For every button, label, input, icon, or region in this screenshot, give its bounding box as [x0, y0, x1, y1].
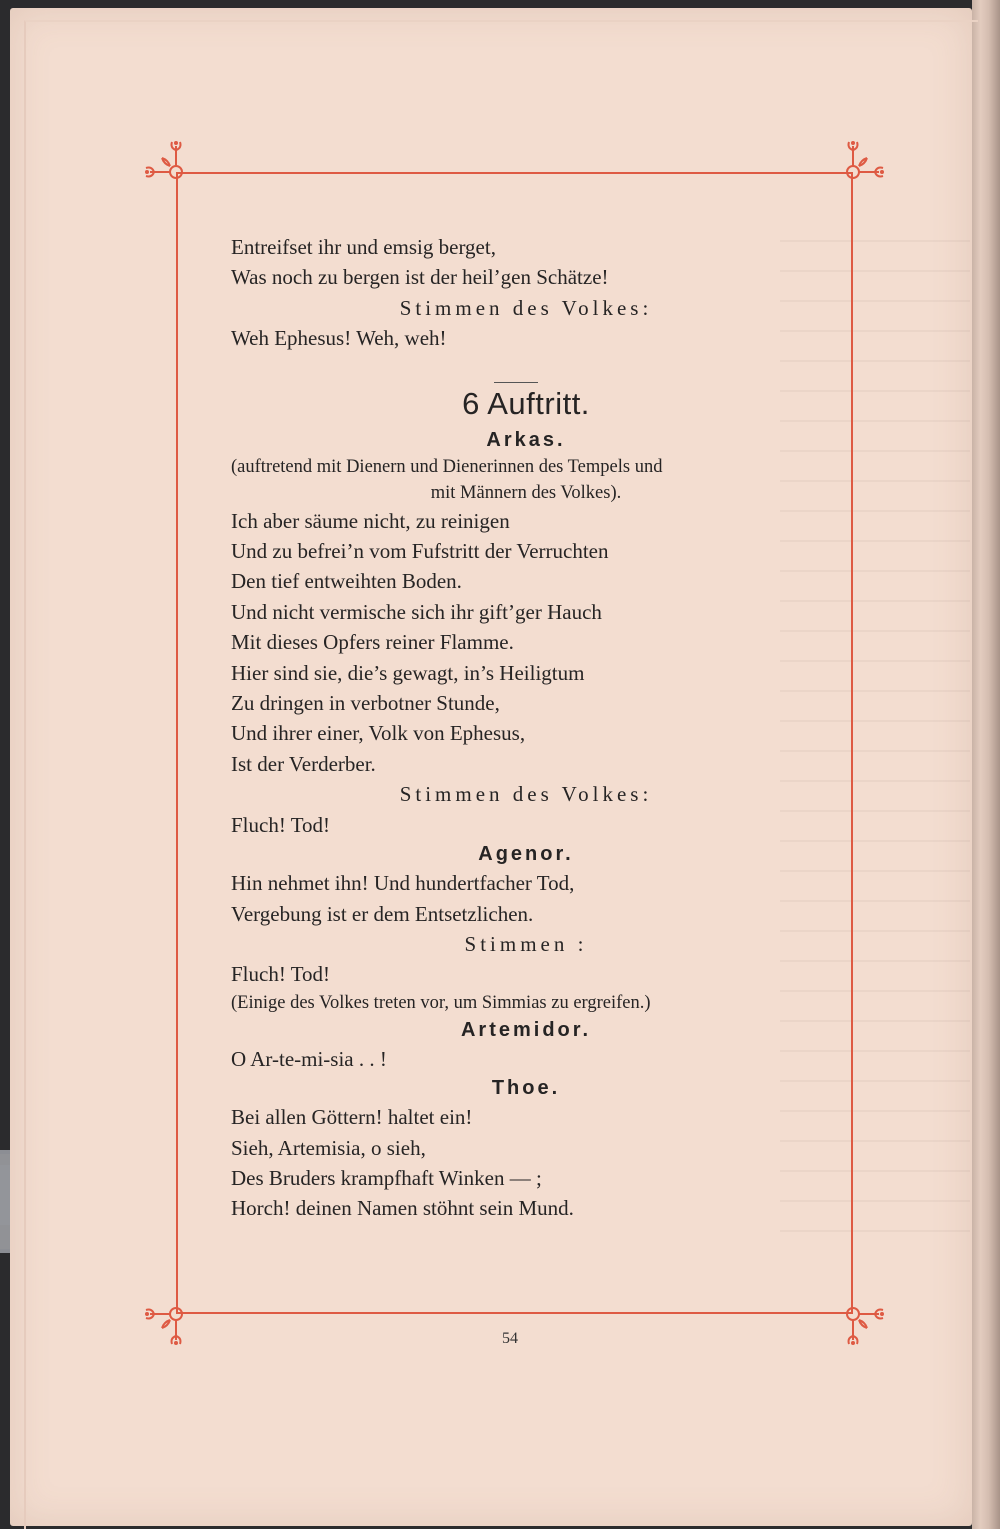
corner-ornament-top-left-icon	[144, 140, 208, 204]
verse-line: Den tief entweihten Boden.	[231, 569, 462, 594]
scene-heading: 6 Auftritt.	[462, 385, 590, 421]
stage-direction: (Einige des Volkes treten vor, um Simmias zu ergreifen.)	[231, 992, 651, 1013]
speaker-name: Artemidor.	[460, 1018, 592, 1041]
verse-line: Fluch! Tod!	[231, 812, 331, 837]
verse-line: Ich aber säume nicht, zu reinigen	[231, 508, 510, 533]
verse-line: Horch! deinen Namen stöhnt sein Mund.	[231, 1196, 574, 1221]
verse-line: Des Bruders krampfhaft Winken — ;	[231, 1165, 542, 1190]
verse-line: Bei allen Göttern! haltet ein!	[231, 1105, 473, 1130]
verse-line: Weh Ephesus! Weh, weh!	[231, 326, 447, 351]
verse-line: Und nicht vermische sich ihr gift’ger Hauch	[231, 599, 602, 624]
corner-ornament-top-right-icon	[821, 140, 885, 204]
verse-line: Hier sind sie, die’s gewagt, in’s Heiligtum	[231, 660, 585, 685]
verse-line: O Ar-te-mi-sia . . !	[231, 1046, 387, 1071]
verse-line: Entreifset ihr und emsig berget,	[231, 235, 496, 259]
book-gutter	[972, 0, 1000, 1529]
speaker-label: Stimmen des Volkes:	[399, 782, 653, 807]
verse-line: Vergebung ist er dem Entsetzlichen.	[231, 901, 534, 926]
verse-line: Und zu befrei’n vom Fufstritt der Verruchten	[231, 539, 609, 564]
speaker-name: Agenor.	[478, 843, 574, 866]
speaker-name: Arkas.	[486, 428, 566, 451]
verse-line: Hin nehmet ihn! Und hundertfacher Tod,	[231, 871, 575, 896]
verse-line: Zu dringen in verbotner Stunde,	[231, 691, 500, 716]
verse-line: Sieh, Artemisia, o sieh,	[231, 1135, 426, 1160]
corner-ornament-bottom-right-icon	[821, 1282, 885, 1346]
verse-line: Was noch zu bergen ist der heil’gen Schätze!	[231, 265, 609, 290]
speaker-name: Thoe.	[491, 1077, 561, 1100]
page-number: 54	[502, 1330, 518, 1347]
verse-line: Fluch! Tod!	[231, 962, 331, 987]
corner-ornament-bottom-left-icon	[144, 1282, 208, 1346]
verse-line: Und ihrer einer, Volk von Ephesus,	[231, 721, 526, 746]
page-text	[231, 232, 821, 1224]
stage-direction: mit Männern des Volkes).	[430, 482, 622, 503]
speaker-label: Stimmen :	[464, 931, 588, 956]
verse-line: Ist der Verderber.	[231, 751, 376, 776]
verse-line: Mit dieses Opfers reiner Flamme.	[231, 630, 514, 655]
stage-direction: (auftretend mit Dienern und Dienerinnen des Tempels und	[231, 456, 663, 477]
speaker-label: Stimmen des Volkes:	[399, 295, 653, 320]
